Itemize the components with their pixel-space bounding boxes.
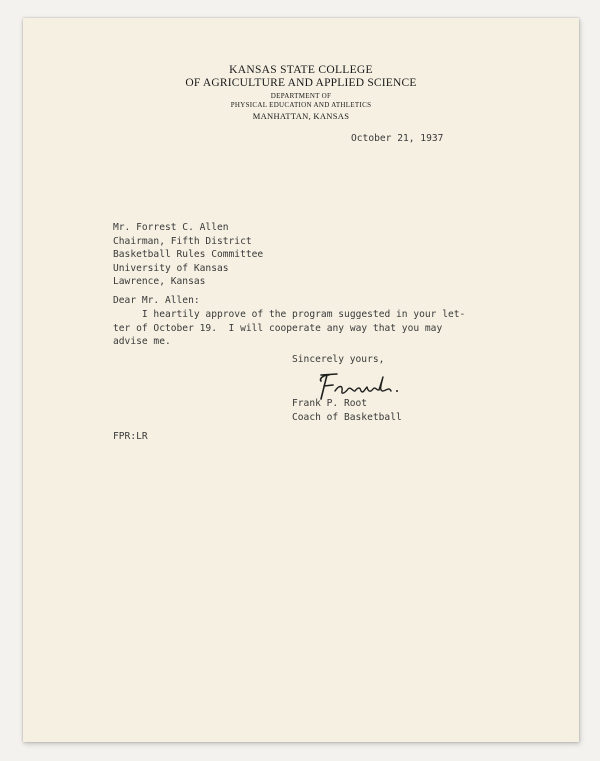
letterhead-location: MANHATTAN, KANSAS bbox=[252, 110, 350, 121]
recipient-title: Chairman, Fifth District bbox=[113, 235, 252, 247]
letterhead-department-label: DEPARTMENT OF bbox=[270, 92, 332, 101]
letterhead bbox=[23, 64, 579, 122]
sender-title: Coach of Basketball bbox=[292, 411, 402, 423]
salutation: Dear Mr. Allen: bbox=[113, 295, 200, 306]
sender-block bbox=[292, 397, 402, 424]
body-line: advise me. bbox=[113, 336, 171, 348]
recipient-committee: Basketball Rules Committee bbox=[113, 249, 264, 261]
letter-body bbox=[113, 308, 465, 349]
letter-page bbox=[23, 18, 579, 742]
reference-initials: FPR:LR bbox=[113, 431, 148, 442]
body-line: ter of October 19. I will cooperate any way that you may bbox=[113, 322, 443, 334]
sender-name: Frank P. Root bbox=[292, 398, 368, 409]
letter-date: October 21, 1937 bbox=[351, 133, 444, 144]
letterhead-department bbox=[23, 92, 579, 110]
letterhead-college-subtitle: OF AGRICULTURE AND APPLIED SCIENCE bbox=[185, 77, 417, 90]
letterhead-college-name: KANSAS STATE COLLEGE bbox=[229, 64, 373, 76]
recipient-institution: University of Kansas bbox=[113, 262, 229, 274]
letterhead-department-name: PHYSICAL EDUCATION AND ATHLETICS bbox=[230, 101, 372, 110]
recipient-city: Lawrence, Kansas bbox=[113, 276, 206, 288]
closing: Sincerely yours, bbox=[292, 354, 385, 365]
recipient-address bbox=[113, 221, 263, 289]
recipient-name: Mr. Forrest C. Allen bbox=[113, 222, 229, 233]
body-line: I heartily approve of the program suggested in your let- bbox=[113, 309, 466, 320]
